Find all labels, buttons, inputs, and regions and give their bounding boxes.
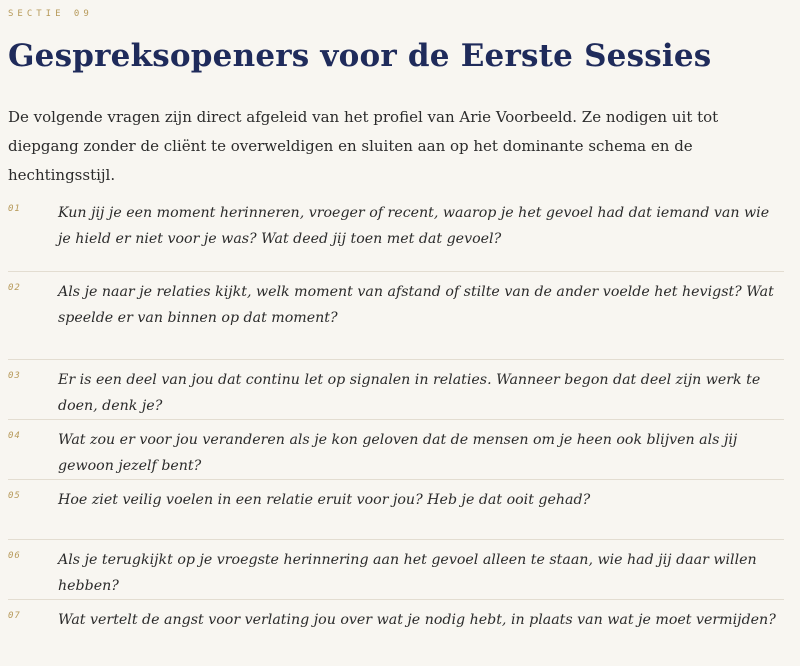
question-text: Als je naar je relaties kijkt, welk moment van afstand of stilte van de ander voelde het hevigst? Wat speelde er van binnen op dat moment? — [58, 284, 774, 326]
question-text: Hoe ziet veilig voelen in een relatie eruit voor jou? Heb je dat ooit gehad? — [58, 492, 591, 508]
question-list — [8, 193, 784, 660]
question-item — [8, 540, 784, 600]
question-number: 04 — [8, 431, 21, 441]
question-number: 06 — [8, 551, 21, 561]
question-text: Wat zou er voor jou veranderen als je kon geloven dat de mensen om je heen ook blijven als jij gewoon jezelf bent? — [58, 432, 738, 474]
question-item — [8, 272, 784, 360]
question-text: Wat vertelt de angst voor verlating jou over wat je nodig hebt, in plaats van wat je moet vermijden? — [58, 612, 776, 628]
page-title: Gespreksopeners voor de Eerste Sessies — [8, 38, 712, 74]
question-number: 05 — [8, 491, 21, 501]
intro-paragraph: De volgende vragen zijn direct afgeleid van het profiel van Arie Voorbeeld. Ze nodigen uit tot diepgang zonder de cliënt te overweldigen en sluiten aan op het dominante schema en de hechtingsstijl. — [8, 108, 719, 184]
question-item — [8, 360, 784, 420]
question-text: Kun jij je een moment herinneren, vroeger of recent, waarop je het gevoel had dat iemand van wie je hield er niet voor je was? Wat deed jij toen met dat gevoel? — [58, 205, 770, 247]
section-label: SECTIE 09 — [8, 9, 93, 19]
question-text: Er is een deel van jou dat continu let op signalen in relaties. Wanneer begon dat deel zijn werk te doen, denk je? — [58, 372, 761, 414]
question-number: 03 — [8, 371, 21, 381]
question-text: Als je terugkijkt op je vroegste herinnering aan het gevoel alleen te staan, wie had jij daar willen hebben? — [58, 552, 757, 594]
question-item — [8, 420, 784, 480]
question-number: 01 — [8, 204, 21, 214]
question-number: 02 — [8, 283, 21, 293]
question-item — [8, 600, 784, 660]
question-item — [8, 480, 784, 540]
question-number: 07 — [8, 611, 21, 621]
question-item — [8, 193, 784, 272]
